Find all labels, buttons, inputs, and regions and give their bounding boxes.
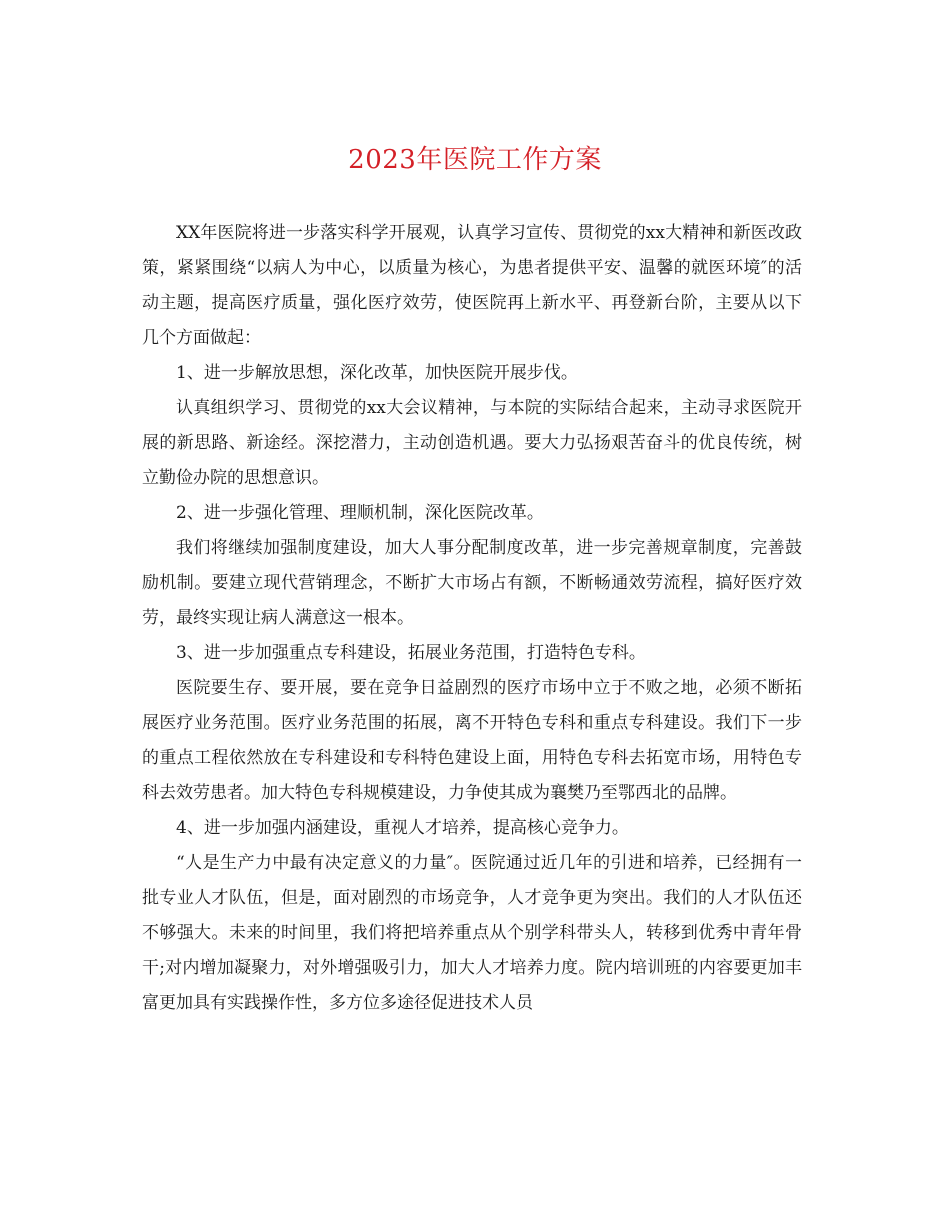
paragraph-2: 我们将继续加强制度建设，加大人事分配制度改革，进一步完善规章制度，完善鼓励机制。要建立现代营销理念，不断扩大市场占有额，不断畅通效劳流程，搞好医疗效劳，最终实现让病人满意这一根本。 [142,538,802,628]
heading-2: 2、进一步强化管理、理顺机制，深化医院改革。 [176,503,544,523]
heading-4: 4、进一步加强内涵建设，重视人才培养，提高核心竞争力。 [176,818,629,838]
paragraph-intro: XX年医院将进一步落实科学开展观，认真学习宣传、贯彻党的xx大精神和新医改政策，紧紧围绕“以病人为中心，以质量为核心，为患者提供平安、温馨的就医环境″的活动主题，提高医疗质量，强化医疗效劳，使医院再上新水平、再登新台阶，主要从以下几个方面做起： [142,223,802,348]
heading-1: 1、进一步解放思想，深化改革，加快医院开展步伐。 [176,363,578,383]
heading-3: 3、进一步加强重点专科建设，拓展业务范围，打造特色专科。 [176,643,646,663]
paragraph-3: 医院要生存、要开展，要在竞争日益剧烈的医疗市场中立于不败之地，必须不断拓展医疗业务范围。医疗业务范围的拓展，离不开特色专科和重点专科建设。我们下一步的重点工程依然放在专科建设和专科特色建设上面，用特色专科去拓宽市场，用特色专科去效劳患者。加大特色专科规模建设，力争使其成为襄樊乃至鄂西北的品牌。 [142,678,802,803]
document-body [142,216,802,1021]
paragraph-1: 认真组织学习、贯彻党的xx大会议精神，与本院的实际结合起来，主动寻求医院开展的新思路、新途经。深挖潜力，主动创造机遇。要大力弘扬艰苦奋斗的优良传统，树立勤俭办院的思想意识。 [142,398,802,488]
document-title: 2023年医院工作方案 [348,145,602,175]
paragraph-4: “人是生产力中最有决定意义的力量″。医院通过近几年的引进和培养，已经拥有一批专业人才队伍，但是，面对剧烈的市场竞争，人才竞争更为突出。我们的人才队伍还不够强大。未来的时间里，我们将把培养重点从个别学科带头人，转移到优秀中青年骨干;对内增加凝聚力，对外增强吸引力，加大人才培养力度。院内培训班的内容要更加丰富更加具有实践操作性，多方位多途径促进技术人员 [142,853,802,1013]
